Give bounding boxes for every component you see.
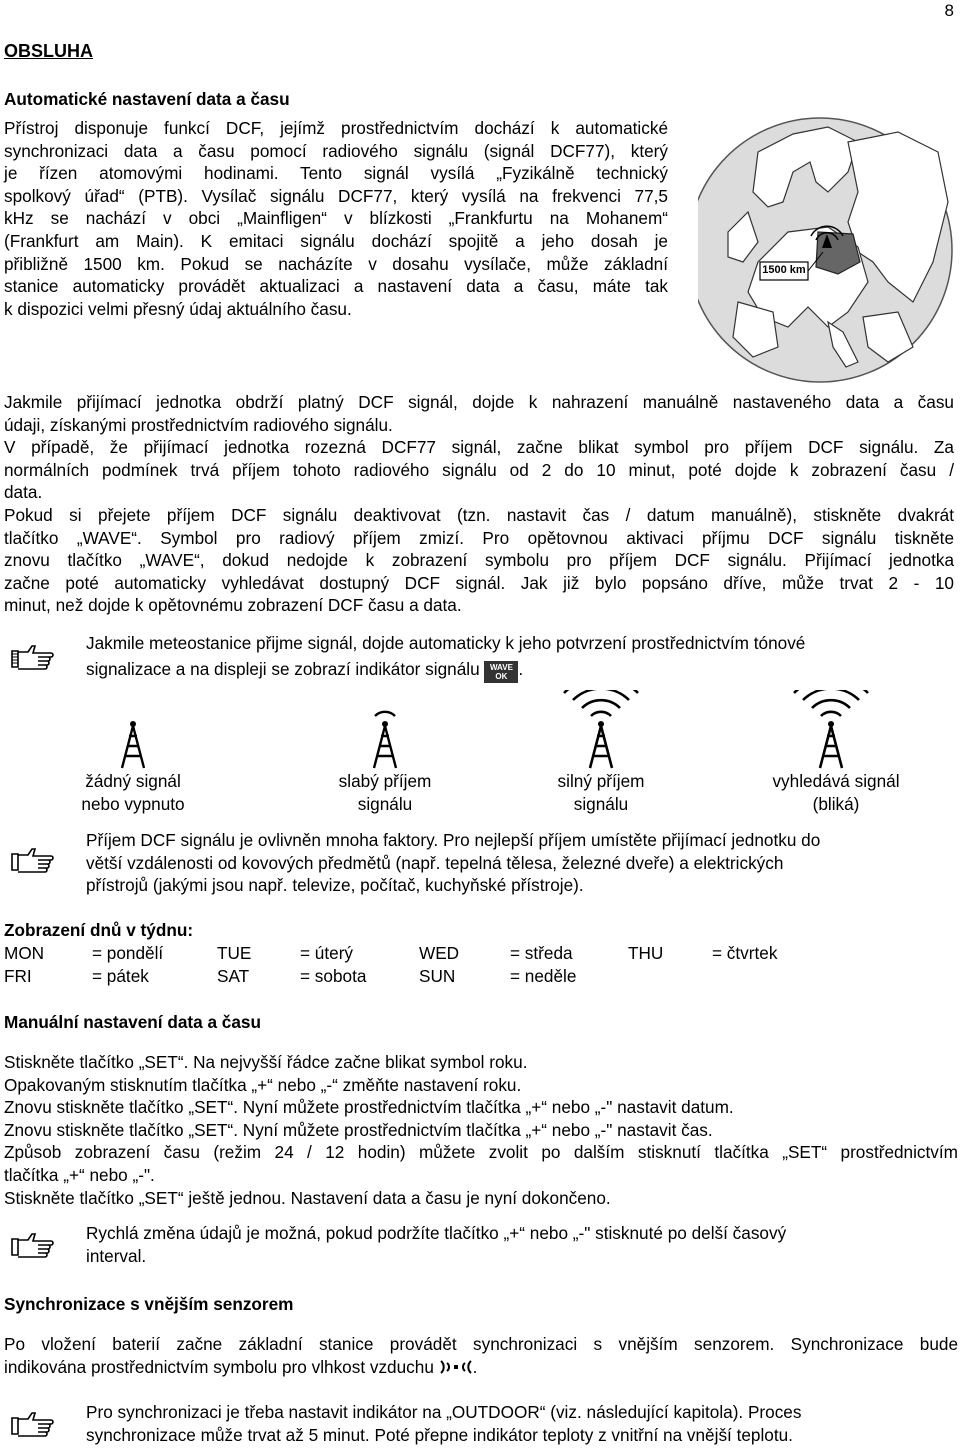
day-name: = úterý bbox=[300, 943, 354, 963]
sync-paragraph bbox=[4, 1333, 958, 1378]
days-table bbox=[4, 942, 954, 990]
text-line: tlačítko „WAVE“. Symbol pro radiový příjem zmizí. Pro opětovnou aktivaci příjmu DCF signálu tiskněte bbox=[4, 527, 954, 548]
days-title: Zobrazení dnů v týdnu: bbox=[4, 920, 194, 940]
text-line: údaji, získanými prostřednictvím radiového signálu. bbox=[4, 414, 393, 435]
text-line: Jakmile přijímací jednotka obdrží platný DCF signál, dojde k nahrazení manuálně nastaveného data a času bbox=[4, 392, 954, 412]
sync-line2: indikována prostřednictvím symbolu pro vlhkost vzduchu bbox=[4, 1356, 434, 1377]
note2-line: větší vzdálenosti od kovových předmětů (např. tepelná tělesa, železné dveře) a elektrických bbox=[86, 852, 784, 873]
day-abbr: THU bbox=[628, 943, 664, 963]
day-abbr: SUN bbox=[419, 966, 456, 986]
europe-map-image bbox=[698, 112, 960, 388]
map-range-label: 1500 km bbox=[762, 264, 806, 276]
text-line: Stiskněte tlačítko „SET“. Na nejvyšší řádce začne blikat symbol roku. bbox=[4, 1052, 528, 1072]
text-line: minut, než dojde k opětovnému zobrazení DCF času a data. bbox=[4, 595, 462, 616]
signal-caption-line: signálu bbox=[357, 794, 413, 814]
day-abbr: TUE bbox=[217, 943, 252, 963]
wave-ok-icon-top: WAVE bbox=[489, 662, 513, 672]
note4-line2: synchronizace může trvat až 5 minut. Poté přepne indikátor teploty z vnitřní na vnější teplotu. bbox=[86, 1424, 793, 1445]
sync-line2-end: . bbox=[472, 1356, 478, 1377]
note3-line1: Rychlá změna údajů je možná, pokud podržíte tlačítko „+“ nebo „-" stisknuté po delší časový bbox=[86, 1223, 787, 1243]
signal-caption-strong bbox=[501, 770, 701, 816]
pointing-hand-icon bbox=[10, 1410, 54, 1440]
searching-signal-icon bbox=[786, 690, 876, 770]
weak-signal-icon bbox=[350, 690, 420, 770]
signal-caption-line: signálu bbox=[573, 794, 629, 814]
text-line: (Frankfurt am Main). K emitaci signálu dochází spojitě a jeho dosah je bbox=[4, 230, 668, 251]
day-name: = pátek bbox=[92, 966, 149, 986]
signal-caption-line: vyhledává signál bbox=[772, 771, 900, 791]
text-line: normálních podmínek trvá příjem tohoto radiového signálu od 2 do 10 minut, poté dojde k zobrazení času / bbox=[4, 459, 954, 480]
text-line: začne poté automaticky vyhledávat dostupný DCF signál. Jak již bylo popsáno dříve, může trvat 2 - 10 bbox=[4, 572, 954, 593]
wave-ok-icon bbox=[484, 661, 518, 683]
text-line: k dispozici velmi přesný údaj aktuálního času. bbox=[4, 298, 352, 319]
day-abbr: MON bbox=[4, 943, 45, 963]
pointing-hand-icon bbox=[10, 1231, 54, 1261]
text-line: spolkový úřad“ (PTB). Vysílač signálu DCF77, který vysílá na frekvenci 77,5 bbox=[4, 185, 668, 206]
sync-line2-wrap bbox=[4, 1356, 958, 1379]
signal-caption-line: nebo vypnuto bbox=[81, 794, 185, 814]
section1b-paragraph bbox=[4, 391, 954, 617]
signal-caption-line: (bliká) bbox=[812, 794, 860, 814]
signal-caption-line: silný příjem bbox=[557, 771, 645, 791]
text-line: tlačítka „+“ nebo „-". bbox=[4, 1164, 155, 1185]
text-line: Znovu stiskněte tlačítko „SET“. Nyní můžete prostřednictvím tlačítka „+“ nebo „-" nastavit datum. bbox=[4, 1097, 734, 1118]
manual-paragraph bbox=[4, 1051, 958, 1209]
text-line: synchronizaci data a času pomocí radiového signálu (signál DCF77), který bbox=[4, 140, 668, 161]
text-line: kHz se nachází v obci „Mainfligen“ v blízkosti „Frankfurtu na Mohanem“ bbox=[4, 208, 668, 229]
text-line: Stiskněte tlačítko „SET“ ještě jednou. Nastavení data a času je nyní dokončeno. bbox=[4, 1187, 611, 1208]
signal-caption-weak bbox=[285, 770, 485, 816]
text-line: Opakovaným stisknutím tlačítka „+“ nebo „-“ změňte nastavení roku. bbox=[4, 1074, 522, 1095]
section1-paragraph bbox=[4, 117, 668, 320]
page-heading: OBSLUHA bbox=[4, 41, 93, 61]
note2 bbox=[86, 829, 936, 897]
no-signal-icon bbox=[98, 690, 168, 770]
humidity-sync-icon bbox=[439, 1359, 473, 1375]
text-line: Znovu stiskněte tlačítko „SET“. Nyní můžete prostřednictvím tlačítka „+“ nebo „-" nastavit čas. bbox=[4, 1119, 713, 1140]
text-line: přibližně 1500 km. Pokud se nacházíte v dosahu vysílače, může základní bbox=[4, 253, 668, 274]
note1-line1: Jakmile meteostanice přijme signál, dojde automaticky k jeho potvrzení prostřednictvím tónové bbox=[86, 633, 806, 653]
wave-ok-icon-bottom: OK bbox=[495, 671, 508, 681]
signal-caption-line: slabý příjem bbox=[338, 771, 432, 791]
note1-line2-end: . bbox=[518, 658, 524, 679]
signal-caption-none bbox=[33, 770, 233, 816]
signal-caption-line: žádný signál bbox=[85, 771, 181, 791]
note1-line2: signalizace a na displeji se zobrazí indikátor signálu bbox=[86, 658, 480, 679]
text-line: je řízen atomovými hodinami. Tento signál vysílá „Fyzikálně technický bbox=[4, 163, 668, 184]
text-line: V případě, že přijímací jednotka rozezná DCF77 signál, začne blikat symbol pro příjem DCF signálu. Za bbox=[4, 437, 954, 458]
text-line: data. bbox=[4, 482, 43, 503]
day-name: = středa bbox=[510, 943, 573, 963]
text-line: stanice automaticky provádět aktualizaci a nastavení data a času, máte tak bbox=[4, 276, 668, 297]
note1 bbox=[86, 632, 916, 683]
section-title-auto-datetime: Automatické nastavení data a času bbox=[4, 89, 290, 109]
page-number: 8 bbox=[944, 1, 954, 20]
day-abbr: WED bbox=[419, 943, 460, 963]
text-line: znovu tlačítko „WAVE“, dokud nedojde k zobrazení symbolu pro příjem DCF signálu. Přijímací jednotka bbox=[4, 550, 954, 571]
note2-line: Příjem DCF signálu je ovlivněn mnoha faktory. Pro nejlepší příjem umístěte přijímací jednotku do bbox=[86, 830, 821, 850]
text-line: Přístroj disponuje funkcí DCF, jejímž prostřednictvím dochází k automatické bbox=[4, 118, 668, 138]
note2-line: přístrojů (jakými jsou např. televize, počítač, kuchyňské přístroje). bbox=[86, 875, 584, 896]
manual-title: Manuální nastavení data a času bbox=[4, 1012, 261, 1032]
day-name: = pondělí bbox=[92, 943, 164, 963]
note3-line2: interval. bbox=[86, 1245, 147, 1266]
note4 bbox=[86, 1401, 958, 1446]
sync-line1: Po vložení baterií začne základní stanice provádět synchronizaci s vnějším senzorem. Synchronizace bude bbox=[4, 1334, 958, 1354]
day-name: = čtvrtek bbox=[712, 943, 778, 963]
note4-line1: Pro synchronizaci je třeba nastavit indikátor na „OUTDOOR“ (viz. následující kapitola). Proces bbox=[86, 1402, 802, 1422]
note1-line2-wrap bbox=[86, 658, 916, 683]
pointing-hand-icon bbox=[10, 643, 54, 673]
text-line: Způsob zobrazení času (režim 24 / 12 hodin) můžete zvolit po dalším stisknutí tlačítka „SET“ prostřednictvím bbox=[4, 1142, 958, 1163]
day-name: = neděle bbox=[510, 966, 577, 986]
day-name: = sobota bbox=[300, 966, 367, 986]
text-line: Pokud si přejete příjem DCF signálu deaktivovat (tzn. nastavit čas / datum manuálně), stiskněte dvakrát bbox=[4, 504, 954, 525]
sync-title: Synchronizace s vnějším senzorem bbox=[4, 1294, 294, 1314]
note3 bbox=[86, 1222, 926, 1267]
pointing-hand-icon bbox=[10, 846, 54, 876]
day-abbr: FRI bbox=[4, 966, 32, 986]
day-abbr: SAT bbox=[217, 966, 250, 986]
strong-signal-icon bbox=[556, 690, 646, 770]
europe-range-map bbox=[698, 112, 960, 388]
signal-caption-searching bbox=[736, 770, 936, 816]
